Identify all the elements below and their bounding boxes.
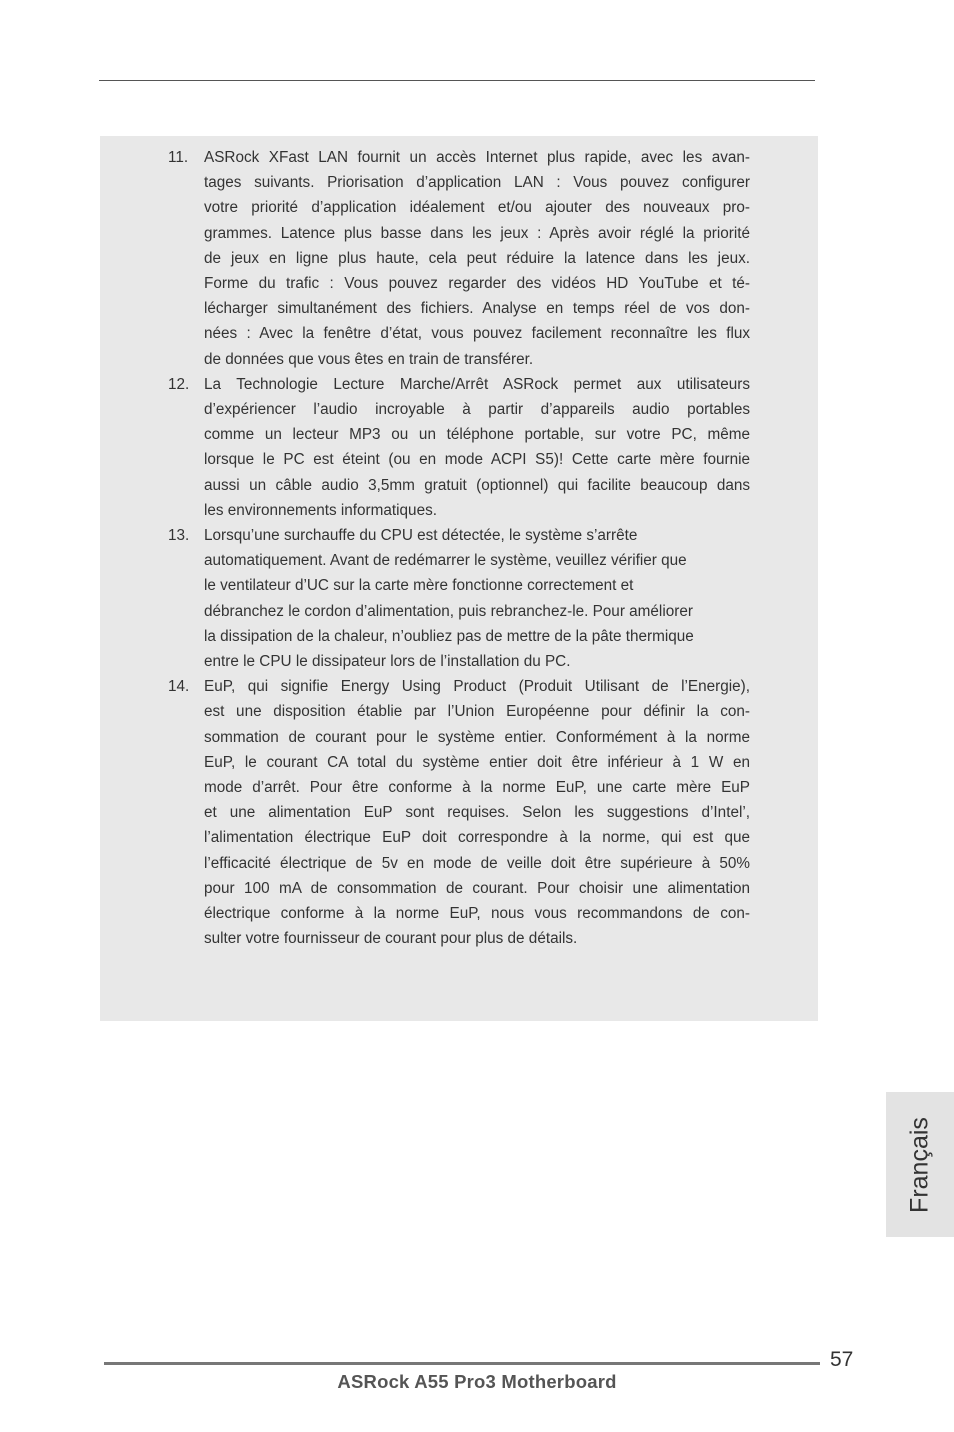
bottom-divider bbox=[104, 1362, 820, 1365]
text-line: de données que vous êtes en train de transférer. bbox=[204, 350, 534, 368]
text-line: l’efficacité électrique de 5v en mode de veille doit être supérieure à 50% bbox=[204, 854, 750, 872]
text-line: entre le CPU le dissipateur lors de l’installation du PC. bbox=[204, 653, 571, 671]
language-tab bbox=[886, 1092, 954, 1237]
text-line: EuP, qui signifie Energy Using Product (Produit Utilisant de l’Energie), bbox=[204, 678, 750, 696]
text-line: Forme du trafic : Vous pouvez regarder des vidéos HD YouTube et té- bbox=[204, 275, 750, 293]
feature-list bbox=[168, 145, 750, 952]
item-number: 13. bbox=[168, 527, 190, 545]
text-line: EuP, le courant CA total du système entier doit être inférieur à 1 W en bbox=[204, 753, 750, 771]
text-line: est une disposition établie par l’Union Européenne pour définir la con- bbox=[204, 703, 750, 721]
text-line: mode d’arrêt. Pour être conforme à la norme EuP, une carte mère EuP bbox=[204, 779, 750, 797]
text-line: la dissipation de la chaleur, n’oubliez pas de mettre de la pâte thermique bbox=[204, 627, 694, 645]
text-line: électrique conforme à la norme EuP, nous vous recommandons de con- bbox=[204, 905, 750, 923]
text-line: nées : Avec la fenêtre d’état, vous pouvez facilement reconnaître les flux bbox=[204, 325, 750, 343]
list-item bbox=[168, 372, 750, 523]
language-tab-label: Français bbox=[905, 1116, 934, 1213]
text-line: La Technologie Lecture Marche/Arrêt ASRock permet aux utilisateurs bbox=[204, 375, 750, 393]
item-text bbox=[204, 145, 750, 372]
text-line: aussi un câble audio 3,5mm gratuit (optionnel) qui facilite beaucoup dans bbox=[204, 476, 750, 494]
text-line: de jeux en ligne plus haute, cela peut réduire la latence dans les jeux. bbox=[204, 249, 750, 267]
text-line: grammes. Latence plus basse dans les jeux : Après avoir réglé la priorité bbox=[204, 224, 750, 242]
text-line: sommation de courant pour le système entier. Conformément à la norme bbox=[204, 728, 750, 746]
list-item bbox=[168, 145, 750, 372]
text-line: les environnements informatiques. bbox=[204, 501, 437, 519]
text-line: pour 100 mA de consommation de courant. Pour choisir une alimentation bbox=[204, 879, 750, 897]
text-line: lécharger simultanément des fichiers. Analyse en temps réel de vos don- bbox=[204, 300, 750, 318]
text-line: Lorsqu’une surchauffe du CPU est détectée, le système s’arrête bbox=[204, 527, 638, 545]
text-line: l’alimentation électrique EuP doit correspondre à la norme, qui est que bbox=[204, 829, 750, 847]
item-text bbox=[204, 523, 750, 674]
text-line: d’expériencer l’audio incroyable à partir d’appareils audio portables bbox=[204, 401, 750, 419]
top-divider bbox=[99, 80, 815, 81]
page-number: 57 bbox=[830, 1348, 854, 1371]
list-item bbox=[168, 674, 750, 951]
text-line: et une alimentation EuP sont requises. Selon les suggestions d’Intel’, bbox=[204, 804, 750, 822]
item-number: 12. bbox=[168, 375, 190, 393]
text-line: automatiquement. Avant de redémarrer le système, veuillez vérifier que bbox=[204, 552, 687, 570]
item-text bbox=[204, 674, 750, 951]
item-number: 14. bbox=[168, 678, 190, 696]
list-item bbox=[168, 523, 750, 674]
text-line: sulter votre fournisseur de courant pour plus de détails. bbox=[204, 930, 578, 948]
text-line: le ventilateur d’UC sur la carte mère fonctionne correctement et bbox=[204, 577, 634, 595]
footer-title: ASRock A55 Pro3 Motherboard bbox=[337, 1371, 617, 1392]
text-line: votre priorité d’application idéalement et/ou ajouter des nouveaux pro- bbox=[204, 199, 750, 217]
item-text bbox=[204, 372, 750, 523]
text-line: tages suivants. Priorisation d’application LAN : Vous pouvez configurer bbox=[204, 174, 750, 192]
text-line: ASRock XFast LAN fournit un accès Internet plus rapide, avec les avan- bbox=[204, 149, 750, 166]
text-line: lorsque le PC est éteint (ou en mode ACPI S5)! Cette carte mère fournie bbox=[204, 451, 750, 469]
text-line: débranchez le cordon d’alimentation, puis rebranchez-le. Pour améliorer bbox=[204, 602, 693, 620]
text-line: comme un lecteur MP3 ou un téléphone portable, sur votre PC, même bbox=[204, 426, 750, 444]
item-number: 11. bbox=[168, 149, 189, 166]
